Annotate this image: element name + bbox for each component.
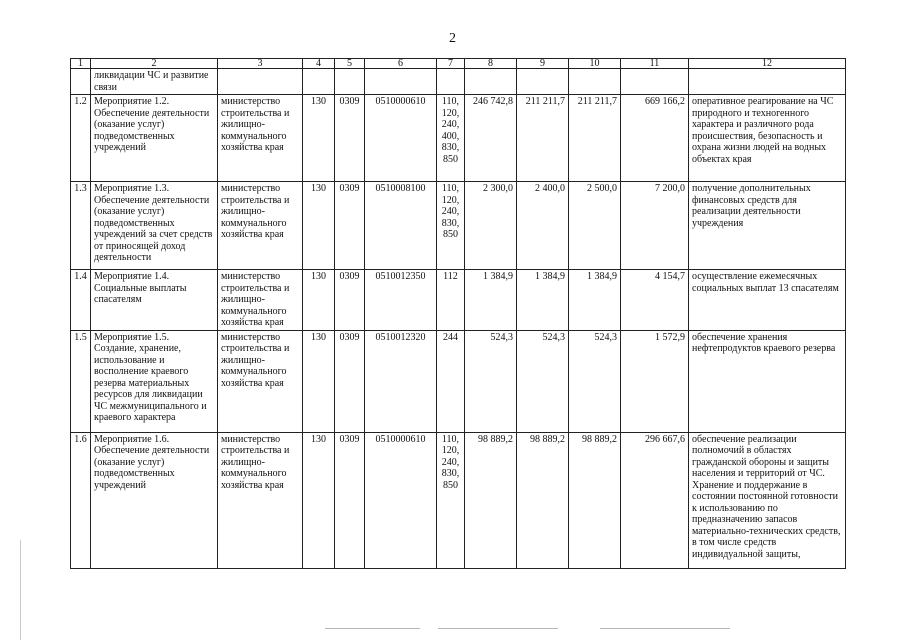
- executor: министерство строительства и жилищно-коммунального хозяйства края: [218, 270, 303, 331]
- code-section: 0309: [335, 95, 365, 182]
- header-cell: 11: [621, 59, 689, 69]
- executor: министерство строительства и жилищно-коммунального хозяйства края: [218, 432, 303, 568]
- amount-total: 1 572,9: [621, 330, 689, 432]
- header-cell: 10: [569, 59, 621, 69]
- expected-result: обеспечение хранения нефтепродуктов краевого резерва: [689, 330, 846, 432]
- page-number: 2: [449, 31, 456, 46]
- scan-artifact-line: [438, 628, 558, 629]
- code-section: 0309: [335, 270, 365, 331]
- amount-year1: 98 889,2: [465, 432, 517, 568]
- table-row: [71, 330, 846, 432]
- header-cell: 1: [71, 59, 91, 69]
- amount-year1: 2 300,0: [465, 182, 517, 270]
- code-expense-type: 110, 120, 240, 400, 830, 850: [437, 95, 465, 182]
- header-cell: 7: [437, 59, 465, 69]
- amount-year1: 1 384,9: [465, 270, 517, 331]
- continuation-row: [71, 69, 846, 95]
- executor: министерство строительства и жилищно-коммунального хозяйства края: [218, 95, 303, 182]
- amount-year3: 2 500,0: [569, 182, 621, 270]
- header-row: [71, 59, 846, 69]
- code-grbs: 130: [303, 330, 335, 432]
- table-row: [71, 270, 846, 331]
- amount-year2: 524,3: [517, 330, 569, 432]
- code-target: 0510012350: [365, 270, 437, 331]
- amount-total: 669 166,2: [621, 95, 689, 182]
- header-cell: 12: [689, 59, 846, 69]
- code-grbs: 130: [303, 432, 335, 568]
- code-target: 0510008100: [365, 182, 437, 270]
- header-cell: 6: [365, 59, 437, 69]
- amount-total: 296 667,6: [621, 432, 689, 568]
- measure-name: Мероприятие 1.3. Обеспечение деятельности (оказание услуг) подведомственных учреждений за счет средств от приносящей доход деятельности: [91, 182, 218, 270]
- expected-result: обеспечение реализации полномочий в областях гражданской обороны и защиты населения и территорий от ЧС. Хранение и поддержание в состоянии постоянной готовности к использованию по предназначению запасов материально-технических средств, в том числе средств индивидуальной защиты,: [689, 432, 846, 568]
- expected-result: оперативное реагирование на ЧС природного и техногенного характера и различного рода происшествия, безопасность и охрана жизни людей на водных объектах края: [689, 95, 846, 182]
- row-number: 1.5: [71, 330, 91, 432]
- header-cell: 5: [335, 59, 365, 69]
- amount-year1: 246 742,8: [465, 95, 517, 182]
- amount-year3: 524,3: [569, 330, 621, 432]
- code-section: 0309: [335, 432, 365, 568]
- amount-year3: 211 211,7: [569, 95, 621, 182]
- amount-year3: 1 384,9: [569, 270, 621, 331]
- expected-result: осуществление ежемесячных социальных выплат 13 спасателям: [689, 270, 846, 331]
- amount-year3: 98 889,2: [569, 432, 621, 568]
- scan-artifact-line: [325, 628, 420, 629]
- executor: министерство строительства и жилищно-коммунального хозяйства края: [218, 182, 303, 270]
- expected-result: получение дополнительных финансовых средств для реализации деятельности учреждения: [689, 182, 846, 270]
- code-expense-type: 110, 120, 240, 830, 850: [437, 432, 465, 568]
- code-section: 0309: [335, 330, 365, 432]
- amount-total: 4 154,7: [621, 270, 689, 331]
- header-cell: 9: [517, 59, 569, 69]
- amount-year1: 524,3: [465, 330, 517, 432]
- table-row: [71, 95, 846, 182]
- code-target: 0510012320: [365, 330, 437, 432]
- measure-name: Мероприятие 1.4. Социальные выплаты спасателям: [91, 270, 218, 331]
- code-target: 0510000610: [365, 95, 437, 182]
- header-cell: 4: [303, 59, 335, 69]
- code-target: 0510000610: [365, 432, 437, 568]
- row-number: 1.3: [71, 182, 91, 270]
- measure-name: Мероприятие 1.2. Обеспечение деятельности (оказание услуг) подведомственных учреждений: [91, 95, 218, 182]
- code-section: 0309: [335, 182, 365, 270]
- row-number: 1.6: [71, 432, 91, 568]
- measure-name: Мероприятие 1.5. Создание, хранение, использование и восполнение краевого резерва материальных ресурсов для ликвидации ЧС межмуниципального и краевого характера: [91, 330, 218, 432]
- measure-name: Мероприятие 1.6. Обеспечение деятельности (оказание услуг) подведомственных учреждений: [91, 432, 218, 568]
- table-row: [71, 182, 846, 270]
- executor: министерство строительства и жилищно-коммунального хозяйства края: [218, 330, 303, 432]
- header-cell: 3: [218, 59, 303, 69]
- code-grbs: 130: [303, 95, 335, 182]
- code-grbs: 130: [303, 182, 335, 270]
- scan-edge-line: [20, 540, 21, 640]
- amount-year2: 98 889,2: [517, 432, 569, 568]
- code-expense-type: 110, 120, 240, 830, 850: [437, 182, 465, 270]
- amount-year2: 211 211,7: [517, 95, 569, 182]
- amount-year2: 2 400,0: [517, 182, 569, 270]
- header-cell: 2: [91, 59, 218, 69]
- continuation-name: ликвидации ЧС и развитие связи: [91, 69, 218, 95]
- row-number: 1.4: [71, 270, 91, 331]
- row-number: 1.2: [71, 95, 91, 182]
- amount-total: 7 200,0: [621, 182, 689, 270]
- header-cell: 8: [465, 59, 517, 69]
- scan-artifact-line: [600, 628, 730, 629]
- amount-year2: 1 384,9: [517, 270, 569, 331]
- code-expense-type: 244: [437, 330, 465, 432]
- code-grbs: 130: [303, 270, 335, 331]
- code-expense-type: 112: [437, 270, 465, 331]
- table-row: [71, 432, 846, 568]
- budget-table: [70, 58, 846, 569]
